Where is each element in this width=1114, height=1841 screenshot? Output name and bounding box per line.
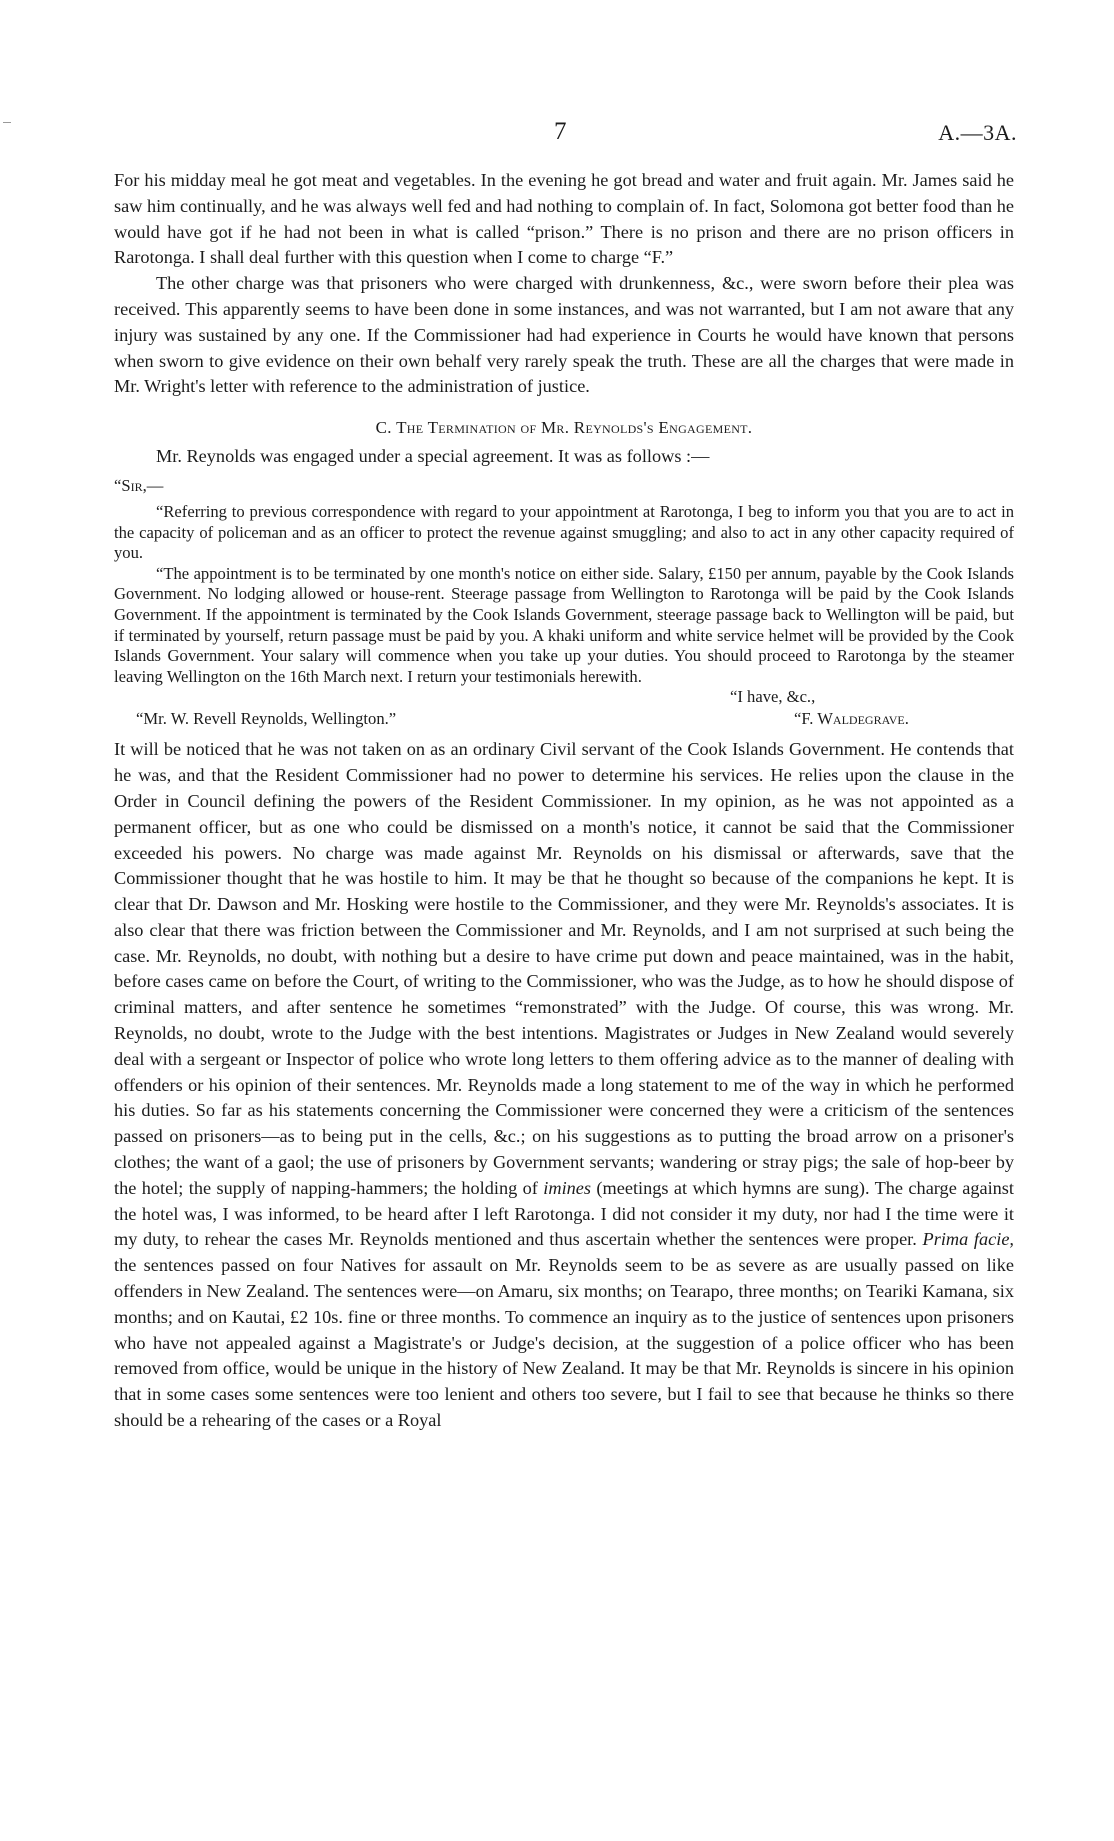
letter-signature-block <box>114 687 1014 727</box>
letter-paragraph: “The appointment is to be terminated by one month's notice on either side. Salary, £150 per annum, payable by the Cook Islands Government. No lodging allowed or house-rent. Steerage passage from Wellington to Rarotonga will be paid by the Cook Islands Government. If the appointment is terminated by the Cook Islands Government, steerage passage back to Wellington will be paid, but if terminated by yourself, return passage must be paid by you. A khaki uniform and white service helmet will be provided by the Cook Islands Government. Your salary will commence when you take up your duties. You should proceed to Rarotonga by the steamer leaving Wellington on the 16th March next. I return your testimonials herewith. <box>114 563 1014 686</box>
letter-paragraph: “Referring to previous correspondence with regard to your appointment at Rarotonga, I beg to inform you that you are to act in the capacity of policeman and as an officer to protect the revenue against smuggling; and also to act in any other capacity required of you. <box>114 501 1014 563</box>
paragraph-intro: Mr. Reynolds was engaged under a special agreement. It was as follows :— <box>156 446 710 467</box>
page-body <box>114 168 1014 1434</box>
paragraph-continuation: For his midday meal he got meat and vegetables. In the evening he got bread and water and fruit again. Mr. James said he saw him continually, and he was always well fed and had nothing to complain of. In fact, Solomona got better food than he would have got if he had not been in what is called “prison.” There is no prison and there are no prison officers in Rarotonga. I shall deal further with this question when I come to charge “F.” <box>114 170 1014 268</box>
letter-addressee: “Mr. W. Revell Reynolds, Wellington.” <box>136 709 397 729</box>
letter-closing: “I have, &c., <box>730 687 816 707</box>
paragraph-termination-discussion <box>114 737 1014 1434</box>
letter-salutation: “Sir,— <box>114 475 164 495</box>
section-heading: C. The Termination of Mr. Reynolds's Engagement. <box>375 418 753 438</box>
paragraph-sworn-charge: The other charge was that prisoners who were charged with drunkenness, &c., were sworn before their plea was received. This apparently seems to have been done in some instances, and was not warranted, but I am not aware that any injury was sustained by any one. If the Commissioner had had experience in Courts he would have known that persons when sworn to give evidence on their own behalf very rarely speak the truth. These are all the charges that were made in Mr. Wright's letter with reference to the administration of justice. <box>114 273 1014 397</box>
page-header <box>0 118 1114 152</box>
text-run: the sentences passed on four Natives for assault on Mr. Reynolds seem to be as severe as are usually passed on like offenders in New Zealand. The sentences were—on Amaru, six months; on Tearapo, three months; on Teariki Kamana, six months; and on Kautai, £2 10s. fine or three months. To commence an inquiry as to the justice of sentences upon prisoners who have not appealed against a Magistrate's or Judge's decision, at the suggestion of a police officer who has been removed from office, would be unique in the history of New Zealand. It may be that Mr. Reynolds is sincere in his opinion that in some cases some sentences were too lenient and others too severe, but I fail to see that because he thinks so there should be a rehearing of the cases or a Royal <box>114 1255 1014 1431</box>
text-run: (meetings at which hymns are sung). The charge against the hotel was, I was informed, to be heard after I left Rarotonga. I did not consider it my duty, nor had I the time were it my duty, to rehear the cases Mr. Reynolds mentioned and thus ascertain whether the sentences were proper. <box>114 1177 1014 1250</box>
text-run: It will be noticed that he was not taken on as an ordinary Civil servant of the Cook Islands Government. He contends that he was, and that the Resident Commissioner had no power to determine his services. He relies upon the clause in the Order in Council defining the powers of the Resident Commissioner. In my opinion, as he was not appointed as a permanent officer, but as one who could be dismissed on a month's notice, it cannot be said that the Commissioner exceeded his powers. No charge was made against Mr. Reynolds on his dismissal or afterwards, save that the Commissioner thought that he was hostile to him. It may be that he thought so because of the companions he kept. It is clear that Dr. Dawson and Mr. Hosking were hostile to the Commissioner, and they were Mr. Reynolds's associates. It is also clear that there was friction between the Commissioner and Mr. Reynolds, and I am not surprised at such being the case. Mr. Reynolds, no doubt, with nothing but a desire to have crime put down and peace maintained, was in the habit, before cases came on before the Court, of writing to the Commissioner, who was the Judge, as to how he should dispose of criminal matters, and after sentence he sometimes “remonstrated” with the Judge. Of course, this was wrong. Mr. Reynolds, no doubt, wrote to the Judge with the best intentions. Magistrates or Judges in New Zealand would severely deal with a sergeant or Inspector of police who wrote long letters to them offering advice as to the manner of dealing with offenders or his opinion of their sentences. Mr. Reynolds made a long statement to me of the way in which he performed his duties. So far as his statements concerning the Commissioner were concerned they were a criticism of the sentences passed on prisoners—as to being put in the cells, &c.; on his suggestions as to putting the broad arrow on a prisoner's clothes; the want of a gaol; the use of prisoners by Government servants; wandering or stray pigs; the sale of hop-beer by the hotel; the supply of napping-hammers; the holding of <box>114 739 1014 1198</box>
page-number: 7 <box>554 118 567 145</box>
italic-term: imines <box>543 1177 592 1198</box>
letter-signature: “F. Waldegrave. <box>794 709 909 729</box>
quoted-letter <box>114 476 1014 727</box>
italic-term: Prima facie, <box>922 1229 1015 1250</box>
document-reference: A.—3A. <box>938 120 1017 145</box>
